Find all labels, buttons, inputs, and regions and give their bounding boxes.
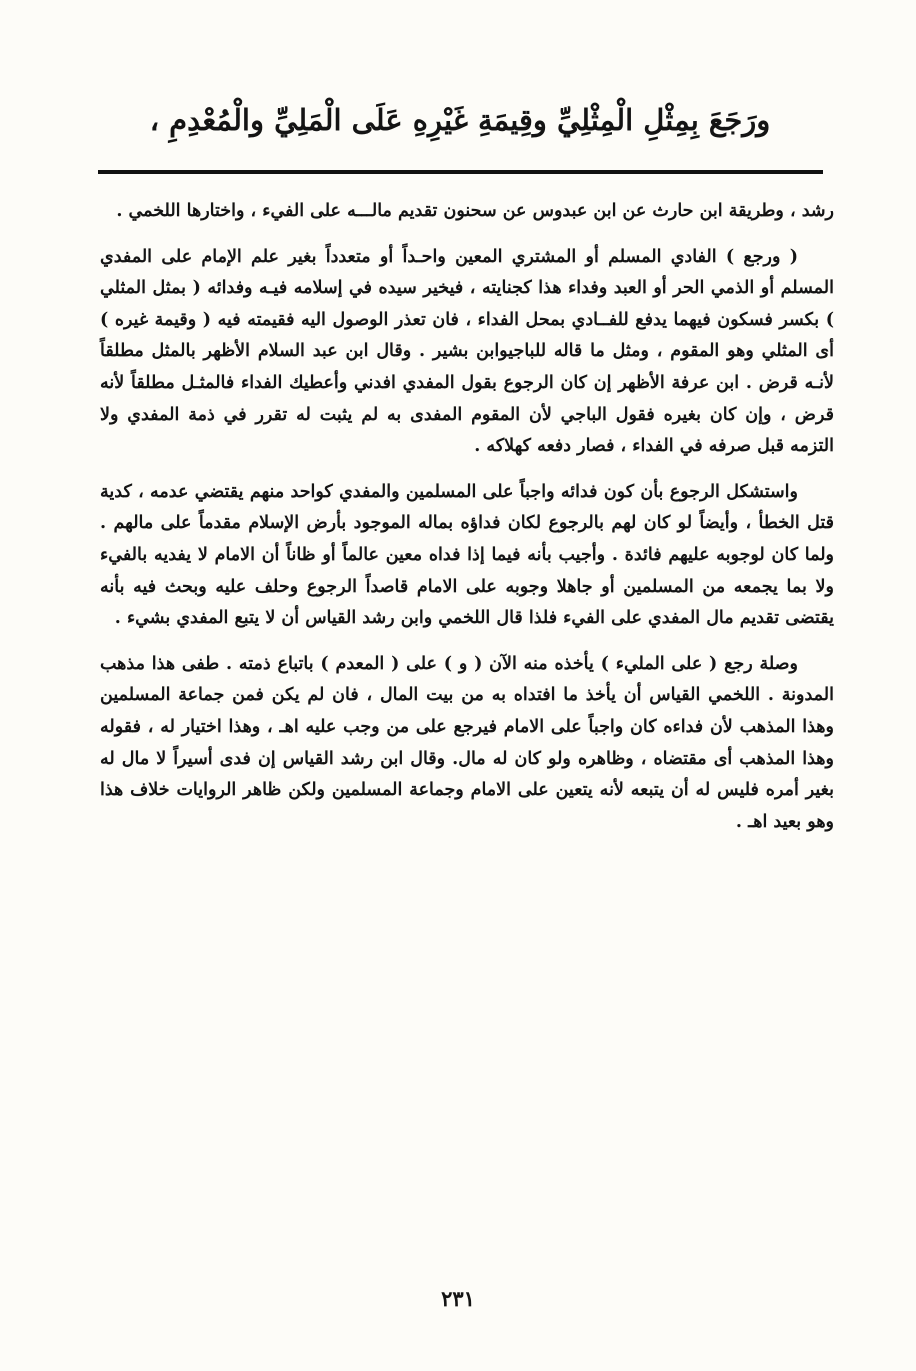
paragraph: رشد ، وطريقة ابن حارث عن ابن عبدوس عن سحنون تقديم مالـــه على الفيء ، واختارها اللخمي . <box>116 201 834 221</box>
paragraph: وصلة رجع ( على المليء ) يأخذه منه الآن ( و ) على ( المعدم ) باتباع ذمته . طفى هذا مذهب المدونة . اللخمي القياس أن يأخذ ما افتداه به من بيت المال ، فان لم يكن فمن جماعة المسلمين وهذا المذهب لأن فداءه كان واجباً على الامام فيرجع على من وجب عليه اهـ ، وهذا اختيار له ، فقوله وهذا المذهب أى مقتضاه ، وظاهره ولو كان له مال. وقال ابن رشد القياس إن فدى أسيراً لا مال له بغير أمره فليس له أن يتبعه لأنه يتعين على الامام وجماعة المسلمين ولكن ظاهر الروايات خلاف هذا وهو بعيد اهـ . <box>100 653 834 832</box>
verse-heading: ورَجَعَ بِمِثْلِ الْمِثْلِيِّ وقِيمَةِ غَيْرِهِ عَلَى الْمَلِيِّ والْمُعْدِمِ ، <box>149 103 771 137</box>
page-number: ٢٣١ <box>441 1286 475 1311</box>
paragraph: واستشكل الرجوع بأن كون فدائه واجباً على المسلمين والمفدي كواحد منهم يقتضي عدمه ، كدية قتل الخطأ ، وأيضاً لو كان لهم بالرجوع لكان فداؤه بماله الموجود بأرض الإسلام مقدماً على مالهم . ولما كان لوجوبه عليهم فائدة . وأجيب بأنه فيما إذا فداه معين عالماً أو ظاناً أن الامام لا يفديه بالفيء ولا بما يجمعه من المسلمين أو جاهلا وجوبه على الامام قاصداً الرجوع وحلف عليه وبحث فيه بأنه يقتضى تقديم مال المفدي على الفيء فلذا قال اللخمي وابن رشد القياس أن لا يتبع المفدي بشيء . <box>100 481 834 629</box>
paragraph: ( ورجع ) الفادي المسلم أو المشتري المعين واحـداً أو متعدداً بغير علم الإمام على المفدي المسلم أو الذمي الحر أو العبد وفداء هذا كجنايته ، فيخير سيده في إسلامه فيـه وفدائه ( بمثل المثلي ) بكسر فسكون فيهما يدفع للفــادي بمحل الفداء ، فان تعذر الوصول اليه فقيمته فيه ( وقيمة غيره ) أى المثلي وهو المقوم ، ومثل ما قاله للباجيوابن بشير . وقال ابن عبد السلام الأظهر بالمثل مطلقاً لأنـه قرض . ابن عرفة الأظهر إن كان الرجوع بقول المفدي افدني وأعطيك الفداء فالمثـل مطلقاً لأنه قرض ، وإن كان بغيره فقول الباجي لأن المقوم المفدى به لم يثبت له تقرر في ذمة المفدي ولا التزمه قبل صرفه في الفداء ، فصار دفعه كهلاكه . <box>100 246 834 457</box>
commentary-body <box>100 196 834 852</box>
heading-divider <box>98 170 823 174</box>
